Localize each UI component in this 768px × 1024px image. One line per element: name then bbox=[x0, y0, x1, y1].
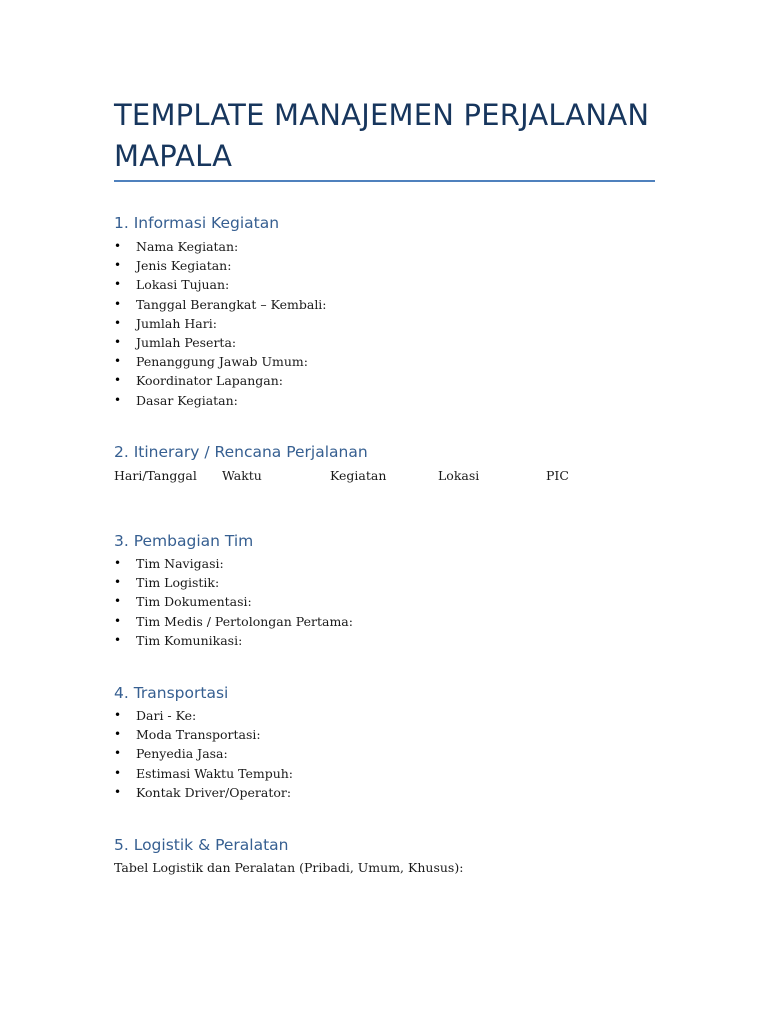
heading-logistik-peralatan: 5. Logistik & Peralatan bbox=[114, 836, 289, 854]
list-item: • Penanggung Jawab Umum: bbox=[114, 354, 308, 370]
bullet-icon: • bbox=[114, 575, 122, 590]
bullet-icon: • bbox=[114, 354, 122, 369]
bullet-icon: • bbox=[114, 315, 122, 330]
list-pembagian-tim bbox=[114, 554, 353, 650]
bullet-icon: • bbox=[114, 556, 122, 570]
column-kegiatan: Kegiatan bbox=[330, 468, 387, 483]
list-item: • Lokasi Tujuan: bbox=[114, 277, 230, 293]
list-item: • Jumlah Hari: bbox=[114, 315, 217, 331]
list-item: • Jumlah Peserta: bbox=[114, 334, 237, 350]
bullet-icon: • bbox=[114, 784, 122, 799]
bullet-icon: • bbox=[114, 296, 122, 311]
list-item: • Dasar Kegiatan: bbox=[114, 392, 238, 408]
bullet-icon: • bbox=[114, 594, 122, 609]
list-transportasi bbox=[114, 706, 293, 802]
heading-pembagian-tim: 3. Pembagian Tim bbox=[114, 532, 254, 550]
list-item: • Jenis Kegiatan: bbox=[114, 258, 232, 274]
bullet-icon: • bbox=[114, 708, 122, 722]
list-item: • Estimasi Waktu Tempuh: bbox=[114, 765, 294, 781]
list-informasi-kegiatan bbox=[114, 237, 327, 410]
bullet-icon: • bbox=[114, 258, 122, 273]
bullet-icon: • bbox=[114, 613, 122, 628]
list-item: • Tim Dokumentasi: bbox=[114, 594, 252, 610]
list-item: • Kontak Driver/Operator: bbox=[114, 784, 292, 800]
bullet-icon: • bbox=[114, 392, 122, 407]
list-item: • Tim Medis / Pertolongan Pertama: bbox=[114, 613, 353, 629]
column-hari-tanggal: Hari/Tanggal bbox=[114, 468, 197, 483]
column-pic: PIC bbox=[546, 468, 569, 483]
column-lokasi: Lokasi bbox=[438, 468, 480, 483]
list-item: • Dari - Ke: bbox=[114, 708, 197, 723]
list-item: • Penyedia Jasa: bbox=[114, 746, 228, 762]
list-item: • Nama Kegiatan: bbox=[114, 239, 239, 254]
title-underline bbox=[114, 180, 655, 182]
heading-transportasi: 4. Transportasi bbox=[114, 684, 229, 702]
heading-itinerary: 2. Itinerary / Rencana Perjalanan bbox=[114, 443, 368, 461]
bullet-icon: • bbox=[114, 239, 122, 253]
document-title: TEMPLATE MANAJEMEN PERJALANAN MAPALA bbox=[114, 98, 650, 173]
column-waktu: Waktu bbox=[222, 468, 262, 483]
list-item: • Tim Komunikasi: bbox=[114, 632, 243, 648]
bullet-icon: • bbox=[114, 277, 122, 292]
list-item: • Tim Logistik: bbox=[114, 575, 220, 591]
bullet-icon: • bbox=[114, 373, 122, 388]
list-item: • Moda Transportasi: bbox=[114, 727, 261, 743]
bullet-icon: • bbox=[114, 746, 122, 761]
list-item: • Tanggal Berangkat – Kembali: bbox=[114, 296, 327, 312]
bullet-icon: • bbox=[114, 632, 122, 647]
list-item: • Koordinator Lapangan: bbox=[114, 373, 284, 389]
list-item: • Tim Navigasi: bbox=[114, 556, 224, 571]
bullet-icon: • bbox=[114, 765, 122, 780]
itinerary-columns bbox=[114, 466, 614, 485]
bullet-icon: • bbox=[114, 727, 122, 742]
logistik-description: Tabel Logistik dan Peralatan (Pribadi, Umum, Khusus): bbox=[114, 860, 464, 875]
bullet-icon: • bbox=[114, 334, 122, 349]
heading-informasi-kegiatan: 1. Informasi Kegiatan bbox=[114, 214, 280, 232]
